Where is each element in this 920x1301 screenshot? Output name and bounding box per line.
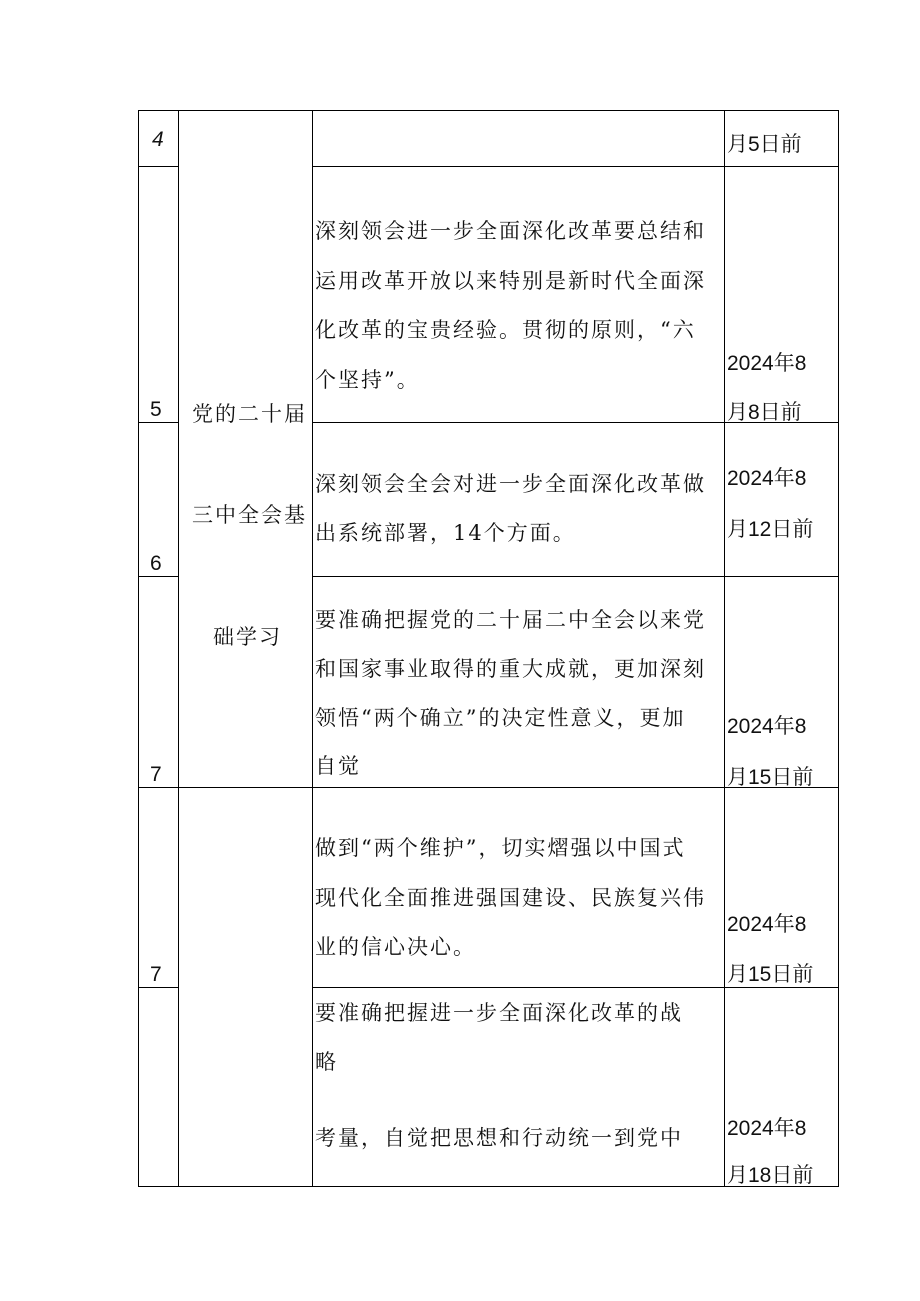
row-number: 7 <box>150 963 162 986</box>
content-line: 出系统部署，14个方面。 <box>315 521 576 545</box>
deadline-date: 2024年8 <box>727 913 807 936</box>
column-divider <box>178 110 179 1187</box>
topic-line: 党的二十届 <box>192 402 307 426</box>
row-divider <box>312 576 839 577</box>
content-line: 考量，自觉把思想和行动统一到党中 <box>315 1126 683 1150</box>
topic-line: 础学习 <box>213 625 282 649</box>
content-line: 做到“两个维护”，切实熠强以中国式 <box>315 836 686 860</box>
content-line: 和国家事业取得的重大成就，更加深刻 <box>315 657 706 681</box>
row-divider <box>138 166 178 167</box>
deadline-date: 月15日前 <box>727 963 814 986</box>
row-divider <box>138 576 178 577</box>
content-line: 化改革的宝贵经验。贯彻的原则，“六 <box>315 318 696 342</box>
deadline-date: 2024年8 <box>727 1117 807 1140</box>
deadline-date: 月18日前 <box>727 1164 814 1187</box>
topic-line: 三中全会基 <box>192 503 307 527</box>
content-line: 深刻领会进一步全面深化改革要总结和 <box>315 219 706 243</box>
content-line: 现代化全面推进强国建设、民族复兴伟 <box>315 886 706 910</box>
content-line: 要准确把握党的二十届二中全会以来党 <box>315 608 706 632</box>
deadline-date: 2024年8 <box>727 467 807 490</box>
row-number: 5 <box>150 398 162 421</box>
content-line: 略 <box>315 1050 338 1074</box>
deadline-date: 2024年8 <box>727 715 807 738</box>
row-divider <box>138 987 178 988</box>
table-border-right <box>838 110 839 1187</box>
content-line: 深刻领会全会对进一步全面深化改革做 <box>315 472 706 496</box>
row-number: 4 <box>152 128 164 151</box>
row-number: 6 <box>150 552 162 575</box>
content-line: 业的信心决心。 <box>315 935 476 959</box>
deadline-date: 月5日前 <box>727 133 802 156</box>
table-border-top <box>138 110 839 111</box>
row-divider <box>312 166 839 167</box>
column-divider <box>312 110 313 1187</box>
content-line: 个坚持”。 <box>315 368 420 392</box>
table-border-left <box>138 110 139 1187</box>
deadline-date: 月12日前 <box>727 518 814 541</box>
row-divider <box>138 422 178 423</box>
deadline-date: 月8日前 <box>727 401 802 424</box>
content-line: 自觉 <box>315 754 361 778</box>
content-line: 运用改革开放以来特别是新时代全面深 <box>315 269 706 293</box>
deadline-date: 月15日前 <box>727 766 814 789</box>
deadline-date: 2024年8 <box>727 352 807 375</box>
content-line: 领悟“两个确立”的决定性意义，更加 <box>315 706 686 730</box>
row-number: 7 <box>150 763 162 786</box>
column-divider <box>724 110 725 1187</box>
content-line: 要准确把握进一步全面深化改革的战 <box>315 1001 683 1025</box>
